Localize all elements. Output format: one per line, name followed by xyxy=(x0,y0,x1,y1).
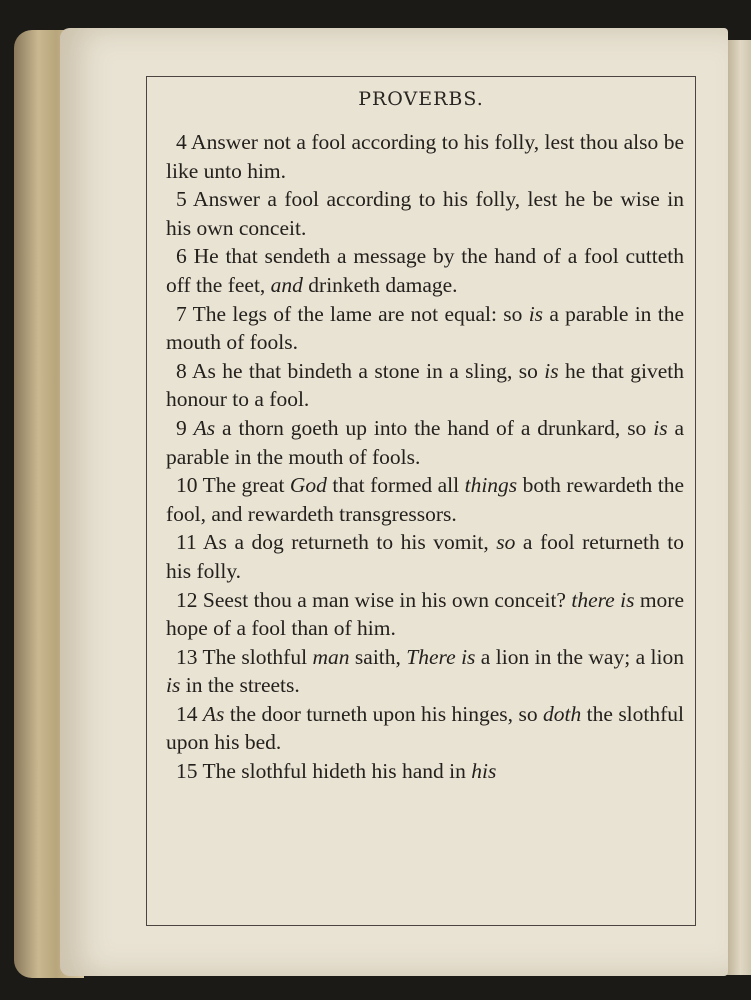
verse-number: 6 xyxy=(176,244,187,269)
verse-italic-text: doth xyxy=(543,701,582,726)
verse-italic-text: and xyxy=(270,272,303,297)
verse-italic-text: so xyxy=(496,530,516,555)
verse-text: both rewardeth the fool, and rewardeth transgressors. xyxy=(166,473,684,526)
verse-7 xyxy=(166,300,684,357)
verse-text: the slothful upon his bed. xyxy=(166,701,685,755)
verse-text: a fool returneth to his folly. xyxy=(166,530,684,583)
verse-13 xyxy=(166,643,684,700)
verse-text: The slothful xyxy=(202,644,313,669)
verse-number: 7 xyxy=(176,301,187,326)
verse-number: 5 xyxy=(176,187,187,212)
verse-italic-text: is xyxy=(544,358,559,383)
verse-text: The slothful hideth his hand in xyxy=(202,759,472,784)
verse-8 xyxy=(166,357,684,414)
verse-number: 12 xyxy=(176,587,198,612)
verse-italic-text: man xyxy=(312,644,350,669)
verse-text: saith, xyxy=(349,644,407,669)
verse-text: Answer a fool according to his folly, lest he be wise in his own conceit. xyxy=(166,187,684,240)
verse-text: a thorn goeth up into the hand of a drunkard, so xyxy=(215,415,654,440)
verse-text: drinketh damage. xyxy=(302,272,458,297)
verse-number: 8 xyxy=(176,358,187,383)
verse-text: The legs of the lame are not equal: so xyxy=(192,301,529,326)
verse-text: Answer not a fool according to his folly, lest thou also be like unto him. xyxy=(166,130,684,183)
verse-text: a parable in the mouth of fools. xyxy=(166,415,685,469)
verse-number: 13 xyxy=(176,644,198,669)
verse-text: in the streets. xyxy=(180,673,300,698)
verse-italic-text: As xyxy=(202,701,225,726)
verse-italic-text: is xyxy=(653,415,668,440)
verse-6 xyxy=(166,242,684,299)
verse-14 xyxy=(166,700,684,757)
verse-10 xyxy=(166,471,684,528)
verse-15 xyxy=(166,757,684,786)
verse-text: The great xyxy=(202,473,290,498)
verse-italic-text: is xyxy=(166,673,181,698)
verse-text: Seest thou a man wise in his own conceit? xyxy=(202,587,572,612)
running-head: PROVERBS. xyxy=(358,88,484,110)
verse-number: 9 xyxy=(176,415,187,440)
verse-text: more hope of a fool than of him. xyxy=(166,587,685,641)
verse-number: 10 xyxy=(176,473,198,498)
verse-text: He that sendeth a message by the hand of a fool cutteth off the feet, xyxy=(166,244,684,297)
verse-italic-text: is xyxy=(528,301,544,326)
verse-number: 4 xyxy=(176,130,187,154)
verse-12 xyxy=(166,586,684,643)
verse-number: 14 xyxy=(176,701,198,726)
verse-text: As he that bindeth a stone in a sling, so xyxy=(191,358,545,383)
verse-4 xyxy=(166,128,684,185)
verse-text: the door turneth upon his hinges, so xyxy=(224,701,543,726)
verse-11 xyxy=(166,528,684,585)
verse-italic-text: God xyxy=(289,473,327,498)
verse-italic-text: As xyxy=(193,415,216,440)
verse-number: 11 xyxy=(176,530,197,555)
verse-text: a parable in the mouth of fools. xyxy=(166,301,684,355)
verse-text: a lion in the way; a lion xyxy=(475,644,685,669)
verse-number: 15 xyxy=(176,759,198,784)
verse-text: As a dog returneth to his vomit, xyxy=(203,530,497,555)
verse-italic-text: things xyxy=(464,473,518,498)
next-page-edge xyxy=(725,40,751,975)
verse-5 xyxy=(166,185,684,242)
verse-9 xyxy=(166,414,684,471)
verse-italic-text: there is xyxy=(571,587,635,612)
verse-italic-text: his xyxy=(471,759,497,784)
verse-text: that formed all xyxy=(326,473,465,498)
verse-italic-text: There is xyxy=(406,644,476,669)
verse-text: he that giveth honour to a fool. xyxy=(166,358,684,412)
verse-text-block xyxy=(166,128,684,786)
